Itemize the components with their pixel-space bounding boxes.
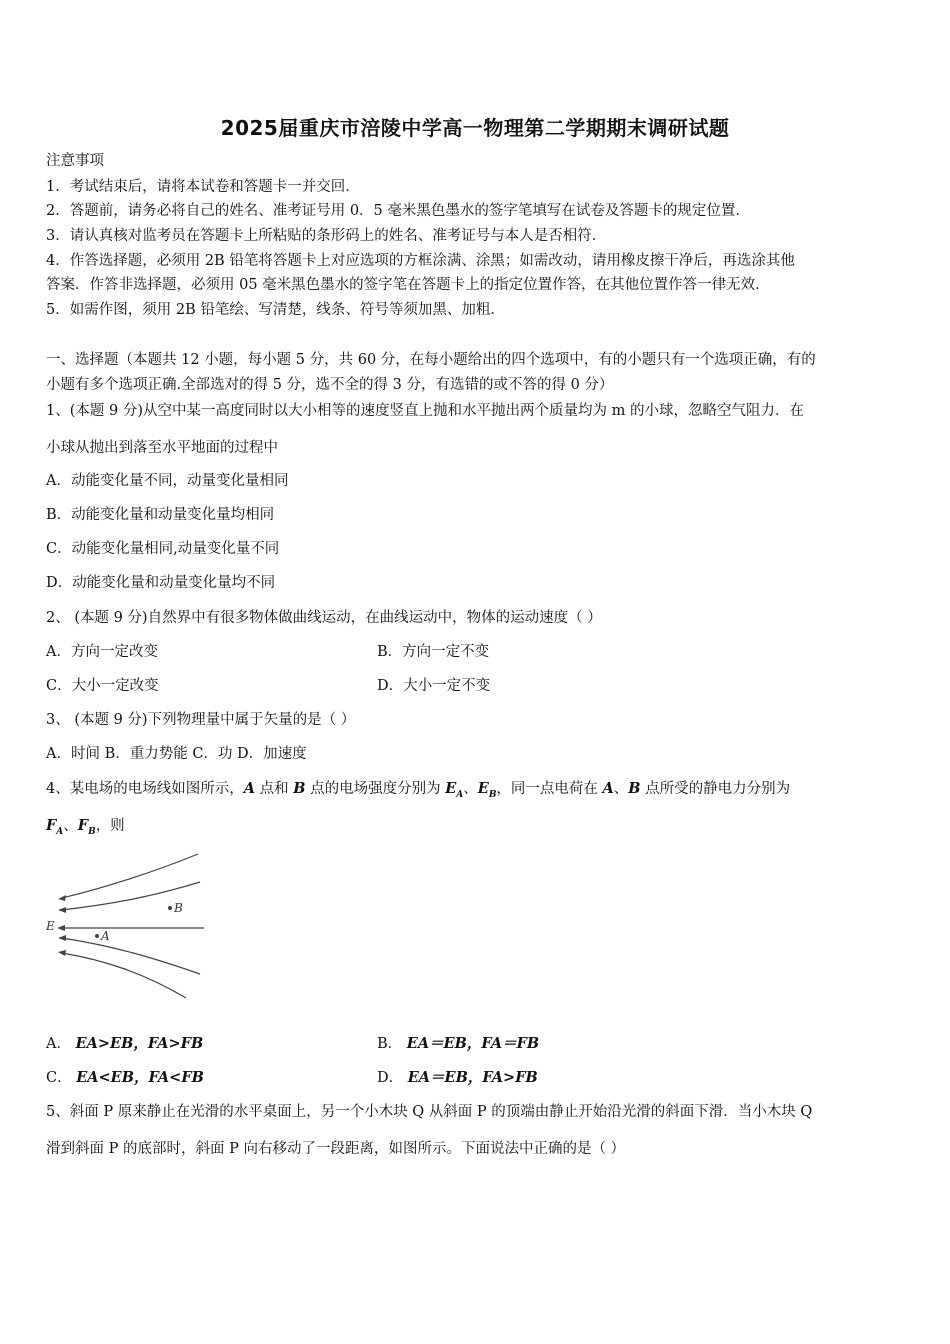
question-3-options: A．时间 B．重力势能 C．功 D．加速度 [46,746,307,762]
section-heading: 一、选择题（本题共 12 小题，每小题 5 分，共 60 分，在每小题给出的四个选项中，有的小题只有一个选项正确，有的 [46,352,816,368]
notice-heading: 注意事项 [46,153,104,169]
arrow-icon [58,895,66,901]
question-1-option-d: D．动能变化量和动量变化量均不同 [46,575,276,591]
question-5-stem-cont: 滑到斜面 P 的底部时，斜面 P 向右移动了一段距离，如图所示。下面说法中正确的是（ ） [46,1141,626,1157]
question-5-stem: 5、斜面 P 原来静止在光滑的水平桌面上，另一个小木块 Q 从斜面 P 的顶端由静止开始沿光滑的斜面下滑．当小木块 Q [46,1104,813,1120]
field-line [62,854,198,898]
notice-item: 4．作答选择题，必须用 2B 铅笔将答题卡上对应选项的方框涂满、涂黑；如需改动，请用橡皮擦干净后，再选涂其他 [46,253,795,269]
question-1-stem-cont: 小球从抛出到落至水平地面的过程中 [46,440,278,456]
arrow-icon [58,935,66,941]
question-4-stem: 4、某电场的电场线如图所示，A 点和 B 点的电场强度分别为 $E_A$、$E_B$，同一点电荷在 A、B 点所受的静电力分别为 [46,780,791,800]
label-b: B [174,901,183,915]
notice-item: 2．答题前，请务必将自己的姓名、准考证号用 0．5 毫米黑色墨水的签字笔填写在试卷及答题卡的规定位置． [46,203,750,219]
question-1-option-b: B．动能变化量和动量变化量均相同 [46,507,275,523]
arrow-icon [58,907,66,913]
arrow-icon [57,925,65,931]
point-b-dot [168,906,172,910]
question-2-option-a: A．方向一定改变 [46,644,158,660]
question-1-option-a: A．动能变化量不同，动量变化量相同 [46,473,289,489]
notice-item: 3．请认真核对监考员在答题卡上所粘贴的条形码上的姓名、准考证号与本人是否相符． [46,228,607,244]
notice-item: 答案．作答非选择题，必须用 05 毫米黑色墨水的签字笔在答题卡上的指定位置作答，在其他位置作答一律无效． [46,277,770,293]
page-title: 2025届重庆市涪陵中学高一物理第二学期期末调研试题 [220,116,730,140]
notice-item: 1．考试结束后，请将本试卷和答题卡一并交回． [46,179,360,195]
notice-item: 5．如需作图，须用 2B 铅笔绘、写清楚，线条、符号等须加黑、加粗． [46,302,505,318]
question-4-option-c: C． EA<EB，FA<FB [46,1069,204,1086]
question-4-stem-cont: $F_A$、$F_B$，则 [46,817,125,837]
question-4-option-b: B． EA＝EB，FA＝FB [377,1035,540,1052]
field-line [62,938,200,974]
question-2-option-c: C．大小一定改变 [46,678,159,694]
question-1-stem: 1、(本题 9 分)从空中某一高度同时以大小相等的速度竖直上抛和水平抛出两个质量均为 m 的小球，忽略空气阻力．在 [46,403,804,419]
label-a: A [101,929,110,943]
question-2-option-d: D．大小一定不变 [377,678,491,694]
point-a-dot [95,934,99,938]
question-2-stem: 2、 (本题 9 分)自然界中有很多物体做曲线运动，在曲线运动中，物体的运动速度（ ） [46,610,602,626]
arrow-icon [58,950,66,956]
label-e: E [46,919,55,933]
question-4-option-a: A． EA>EB，FA>FB [46,1035,204,1052]
electric-field-lines-figure [44,848,214,1003]
section-heading-cont: 小题有多个选项正确.全部选对的得 5 分，选不全的得 3 分，有选错的或不答的得 0 分） [46,377,614,393]
question-1-option-c: C．动能变化量相同,动量变化量不同 [46,541,280,557]
question-2-option-b: B．方向一定不变 [377,644,490,660]
question-3-stem: 3、 (本题 9 分)下列物理量中属于矢量的是（ ） [46,712,356,728]
question-4-option-d: D． EA＝EB，FA>FB [377,1069,538,1086]
field-line [62,953,186,998]
